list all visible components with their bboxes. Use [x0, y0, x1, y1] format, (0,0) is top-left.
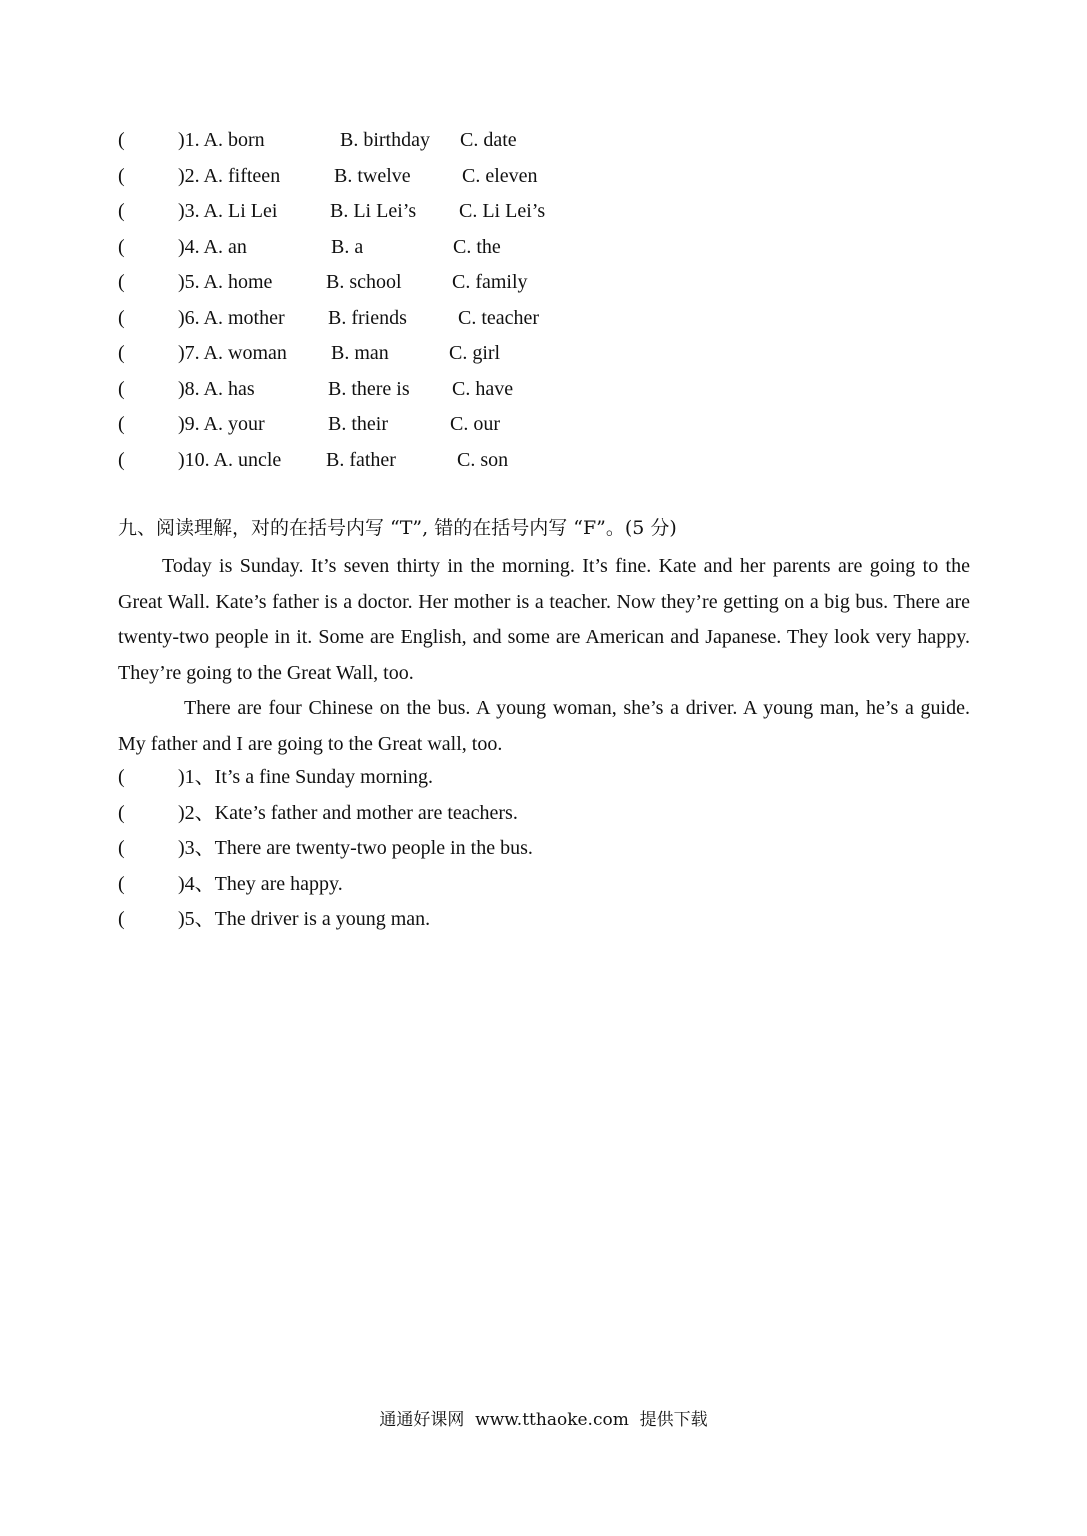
passage-paragraph: Today is Sunday. It’s seven thirty in the morning. It’s fine. Kate and her parents are going to the Great Wall. Kate’s father is a doctor. Her mother is a teacher. Now they’re getting on a big bus. There are twenty-two people in it. Some are English, and some are American and Japanese. They look very happy. They’re going to the Great Wall, too.	[118, 555, 970, 684]
option-a: )8. A. has	[178, 377, 255, 400]
answer-paren: (	[118, 837, 125, 859]
tf-statement: )2、Kate’s father and mother are teachers.	[178, 801, 518, 824]
option-c: C. Li Lei’s	[459, 200, 546, 222]
option-a: )6. A. mother	[178, 306, 285, 329]
option-a: )10. A. uncle	[178, 448, 282, 471]
section-heading: 九、阅读理解，对的在括号内写 “T”, 错的在括号内写 “F”。(5 分)	[118, 517, 677, 539]
answer-paren: (	[118, 306, 125, 329]
option-c: C. our	[450, 413, 500, 435]
option-b: B. birthday	[340, 129, 430, 151]
answer-paren: (	[118, 129, 125, 151]
option-b: B. a	[331, 235, 364, 258]
tf-statement: )5、The driver is a young man.	[178, 908, 431, 930]
tf-statement: )1、It’s a fine Sunday morning.	[178, 766, 433, 788]
answer-paren: (	[118, 164, 125, 187]
option-a: )5. A. home	[178, 271, 273, 293]
option-a: )9. A. your	[178, 413, 265, 435]
answer-paren: (	[118, 271, 125, 293]
answer-paren: (	[118, 342, 125, 364]
option-c: C. family	[452, 271, 528, 293]
answer-paren: (	[118, 766, 125, 788]
option-b: B. twelve	[334, 164, 411, 187]
answer-paren: (	[118, 801, 125, 824]
option-a: )4. A. an	[178, 235, 247, 258]
tf-statement: )4、They are happy.	[178, 872, 343, 895]
passage-paragraph: There are four Chinese on the bus. A young woman, she’s a driver. A young man, he’s a guide. My father and I are going to the Great wall, too.	[118, 697, 970, 755]
option-b: B. friends	[328, 306, 407, 329]
option-b: B. there is	[328, 377, 410, 400]
page-footer: 通通好课网 www.tthaoke.com 提供下载	[379, 1410, 708, 1430]
option-b: B. school	[326, 271, 402, 293]
option-c: C. teacher	[458, 306, 540, 329]
option-c: C. son	[457, 448, 509, 471]
option-c: C. girl	[449, 342, 501, 364]
answer-paren: (	[118, 235, 125, 258]
option-b: B. their	[328, 413, 388, 435]
answer-paren: (	[118, 200, 125, 222]
option-c: C. the	[453, 235, 501, 258]
option-b: B. man	[331, 342, 389, 364]
tf-statement: )3、There are twenty-two people in the bus.	[178, 837, 533, 859]
answer-paren: (	[118, 908, 125, 930]
option-a: )3. A. Li Lei	[178, 200, 278, 222]
option-c: C. have	[452, 377, 514, 400]
option-c: C. eleven	[462, 164, 538, 187]
answer-paren: (	[118, 872, 125, 895]
option-a: )1. A. born	[178, 129, 265, 151]
option-c: C. date	[460, 129, 517, 151]
option-b: B. Li Lei’s	[330, 200, 417, 222]
reading-passage	[118, 549, 970, 762]
option-a: )7. A. woman	[178, 342, 287, 364]
answer-paren: (	[118, 377, 125, 400]
option-b: B. father	[326, 448, 396, 471]
answer-paren: (	[118, 448, 125, 471]
answer-paren: (	[118, 413, 125, 435]
option-a: )2. A. fifteen	[178, 164, 281, 187]
